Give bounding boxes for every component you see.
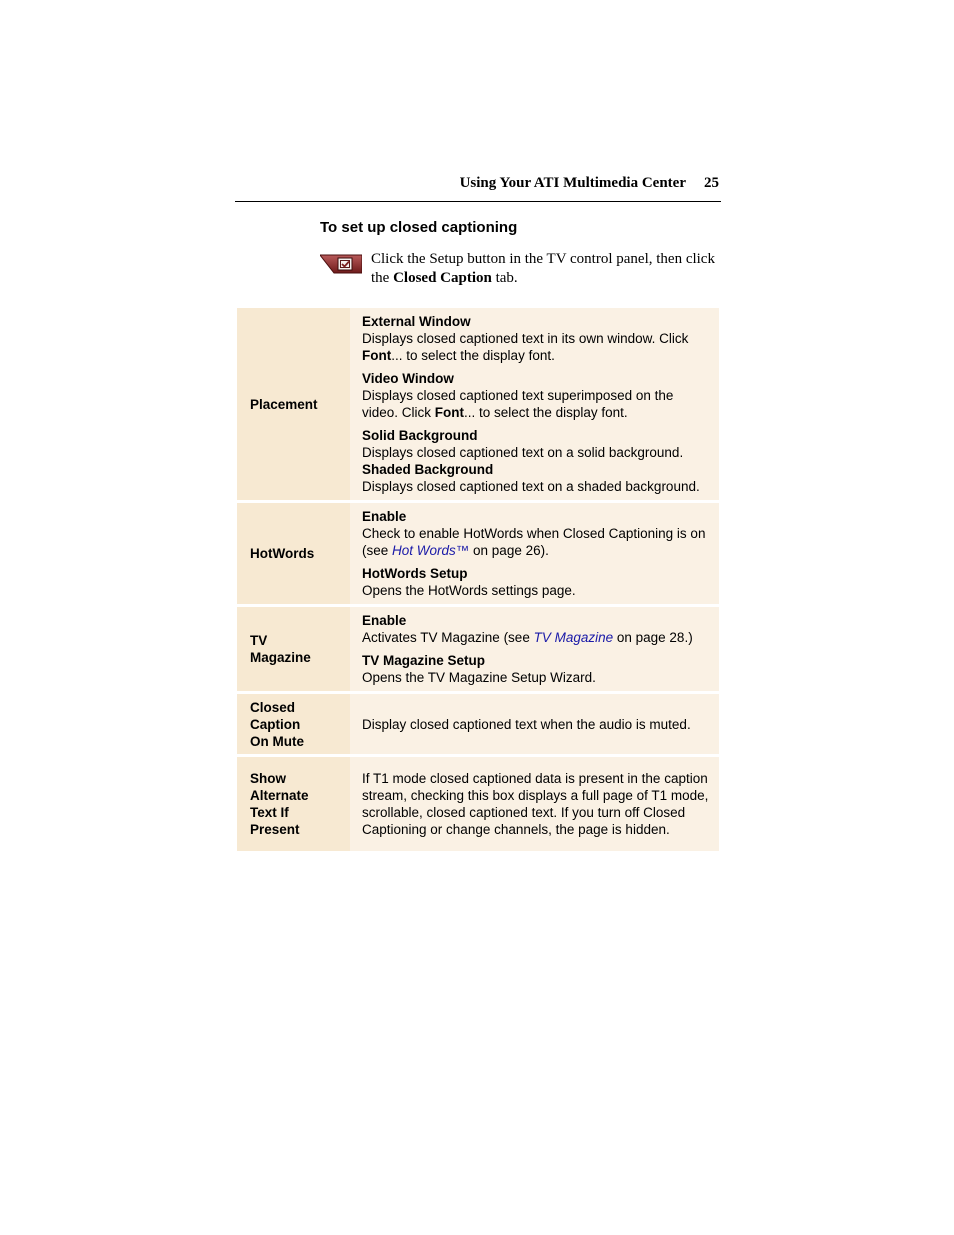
table-row [237, 694, 719, 754]
option: Solid Background Displays closed captioned text on a solid background. [362, 428, 684, 460]
row-label: TV Magazine [237, 607, 350, 691]
hot-words-link[interactable]: Hot Words™ [392, 543, 470, 558]
row-content: Display closed captioned text when the audio is muted. [350, 694, 719, 754]
row-label: Placement [237, 308, 350, 500]
row-label: Show Alternate Text If Present [237, 757, 350, 851]
setup-checkbox-icon [320, 253, 362, 275]
row-content [350, 503, 719, 604]
page-number: 25 [704, 175, 719, 191]
option: HotWords Setup Opens the HotWords settings page. [362, 566, 576, 598]
table-row [237, 308, 719, 500]
row-content [350, 607, 719, 691]
section-title: To set up closed captioning [320, 219, 518, 236]
table-row [237, 607, 719, 691]
running-header [235, 175, 721, 202]
option: Video Window Displays closed captioned text superimposed on the video. Click Font... to select the display font. [362, 371, 674, 420]
row-label: HotWords [237, 503, 350, 604]
row-label: Closed Caption On Mute [237, 694, 350, 754]
table-row [237, 757, 719, 851]
table-row [237, 503, 719, 604]
intro-text: Click the Setup button in the TV control panel, then click the Closed Caption tab. [371, 251, 715, 286]
row-content: If T1 mode closed captioned data is present in the caption stream, checking this box displays a full page of T1 mode, scrollable, closed captioned text. If you turn off Closed Captioning or change channels, the page is hidden. [350, 757, 719, 851]
closed-caption-settings-table [237, 308, 719, 851]
header-title: Using Your ATI Multimedia Center [459, 175, 686, 191]
option: Enable Activates TV Magazine (see TV Magazine on page 28.) [362, 613, 693, 645]
option: External Window Displays closed captioned text in its own window. Click Font... to select the display font. [362, 314, 689, 363]
option: Enable Check to enable HotWords when Closed Captioning is on (see Hot Words™ on page 26). [362, 509, 706, 558]
option: TV Magazine Setup Opens the TV Magazine Setup Wizard. [362, 653, 596, 685]
row-content [350, 308, 719, 500]
option: Shaded Background Displays closed captioned text on a shaded background. [362, 462, 700, 494]
tv-magazine-link[interactable]: TV Magazine [533, 630, 614, 645]
